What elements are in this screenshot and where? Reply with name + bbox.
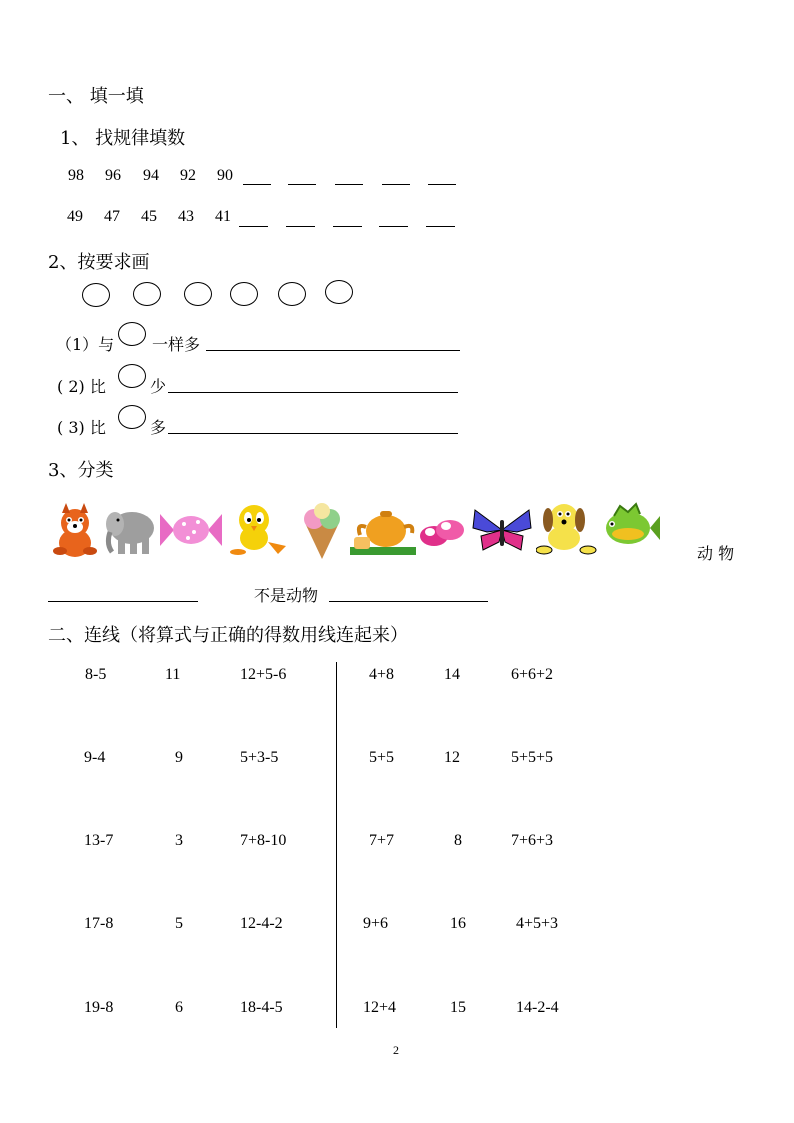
seq1-blank[interactable]	[382, 184, 410, 185]
q2-answer-line[interactable]	[168, 433, 458, 434]
q2-answer-line[interactable]	[168, 392, 458, 393]
left-expression[interactable]: 19-8	[84, 999, 114, 1016]
seq1-item: 92	[180, 167, 196, 184]
not-animal-label: 不是动物	[254, 586, 319, 605]
seq1-item: 90	[217, 167, 233, 184]
circle-icon	[118, 364, 146, 388]
q2-line2-prefix: ( 2) 比	[57, 377, 106, 396]
left-expression[interactable]: 9-4	[84, 749, 106, 766]
q2-line3-suffix: 多	[150, 418, 167, 437]
circle-icon	[278, 282, 306, 306]
circle-icon	[118, 405, 146, 429]
circle-icon	[325, 280, 353, 304]
left-expression[interactable]: 8-5	[85, 666, 107, 683]
elephant-icon	[104, 504, 158, 556]
q2-answer-line[interactable]	[206, 350, 460, 351]
divider-line	[336, 662, 337, 1028]
q1-title: 1、 找规律填数	[60, 128, 186, 149]
q2-title: 2、按要求画	[48, 252, 150, 273]
seq2-item: 43	[178, 208, 194, 225]
left-expression[interactable]: 12-4-2	[240, 915, 283, 932]
right-expression[interactable]: 14-2-4	[516, 999, 559, 1016]
right-expression[interactable]: 5+5+5	[511, 749, 554, 766]
left-expression[interactable]: 5+3-5	[240, 749, 279, 766]
seq2-blank[interactable]	[333, 226, 362, 227]
teapot-icon	[350, 503, 416, 557]
left-result[interactable]: 5	[175, 915, 183, 932]
right-expression[interactable]: 6+6+2	[511, 666, 554, 683]
seq2-blank[interactable]	[286, 226, 315, 227]
circle-icon	[118, 322, 146, 346]
section1-title: 一、 填一填	[48, 86, 144, 107]
circle-icon	[82, 283, 110, 307]
left-result[interactable]: 9	[175, 749, 183, 766]
left-result[interactable]: 6	[175, 999, 183, 1016]
left-result[interactable]: 11	[165, 666, 181, 683]
seq2-item: 47	[104, 208, 120, 225]
left-expression[interactable]: 17-8	[84, 915, 114, 932]
seq2-item: 49	[67, 208, 83, 225]
q2-line3-prefix: ( 3) 比	[57, 418, 106, 437]
slippers-icon	[418, 514, 466, 550]
candy-icon	[160, 510, 222, 550]
left-expression[interactable]: 12+5-6	[240, 666, 287, 683]
seq2-blank[interactable]	[239, 226, 268, 227]
circle-icon	[133, 282, 161, 306]
right-expression[interactable]: 12+4	[363, 999, 397, 1016]
right-result[interactable]: 16	[450, 915, 466, 932]
seq1-item: 98	[68, 167, 84, 184]
fish-icon	[600, 500, 660, 554]
right-result[interactable]: 12	[444, 749, 460, 766]
seq2-item: 45	[141, 208, 157, 225]
seq1-item: 96	[105, 167, 121, 184]
right-result[interactable]: 14	[444, 666, 460, 683]
right-expression[interactable]: 4+8	[369, 666, 395, 683]
q3-title: 3、分类	[48, 460, 114, 481]
page-number: 2	[393, 1043, 399, 1057]
q2-line2-suffix: 少	[150, 377, 167, 396]
right-expression[interactable]: 7+7	[369, 832, 395, 849]
seq1-blank[interactable]	[288, 184, 316, 185]
animal-answer-line[interactable]	[48, 601, 198, 602]
right-expression[interactable]: 9+6	[363, 915, 389, 932]
dog-icon	[536, 500, 598, 556]
animal-label: 动 物	[697, 544, 735, 563]
circle-icon	[230, 282, 258, 306]
chick-icon	[224, 502, 290, 558]
seq1-blank[interactable]	[335, 184, 363, 185]
seq1-blank[interactable]	[243, 184, 271, 185]
q2-line1-suffix: 一样多	[152, 335, 201, 354]
seq1-blank[interactable]	[428, 184, 456, 185]
butterfly-icon	[471, 506, 533, 554]
right-result[interactable]: 8	[454, 832, 462, 849]
left-result[interactable]: 3	[175, 832, 183, 849]
right-expression[interactable]: 5+5	[369, 749, 395, 766]
q2-line1-prefix: （1）与	[56, 335, 115, 354]
circle-icon	[184, 282, 212, 306]
seq2-item: 41	[215, 208, 231, 225]
seq2-blank[interactable]	[426, 226, 455, 227]
right-expression[interactable]: 7+6+3	[511, 832, 554, 849]
section2-title: 二、连线（将算式与正确的得数用线连起来）	[48, 625, 408, 646]
left-expression[interactable]: 13-7	[84, 832, 114, 849]
fox-icon	[48, 503, 102, 559]
not-animal-answer-line[interactable]	[329, 601, 488, 602]
seq1-item: 94	[143, 167, 159, 184]
right-result[interactable]: 15	[450, 999, 466, 1016]
seq2-blank[interactable]	[379, 226, 408, 227]
left-expression[interactable]: 18-4-5	[240, 999, 283, 1016]
ice-cream-icon	[298, 503, 346, 559]
left-expression[interactable]: 7+8-10	[240, 832, 287, 849]
right-expression[interactable]: 4+5+3	[516, 915, 559, 932]
